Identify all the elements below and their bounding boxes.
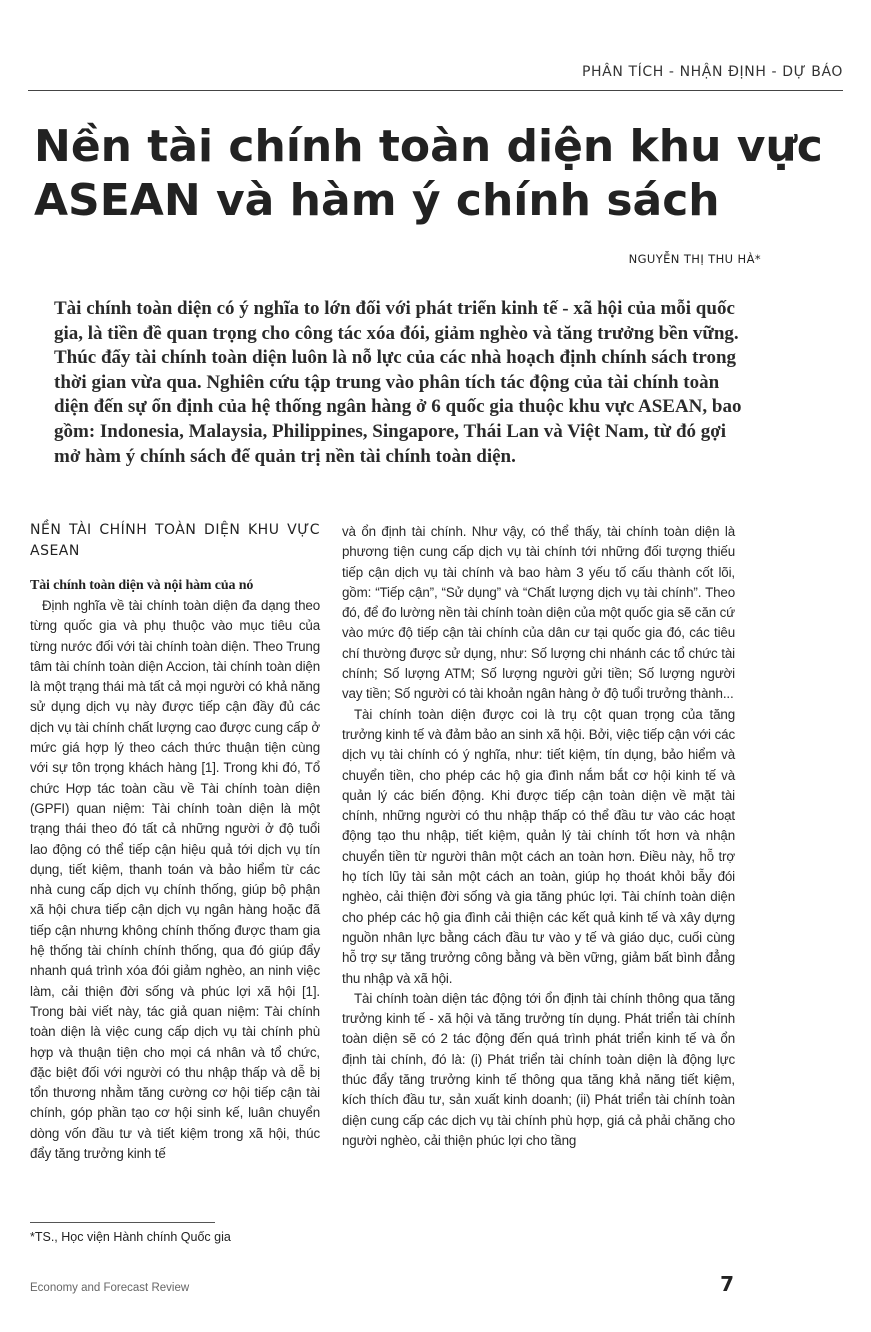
footnote: *TS., Học viện Hành chính Quốc gia (30, 1230, 231, 1244)
page-number: 7 (720, 1272, 734, 1296)
right-column (342, 522, 735, 1151)
body-paragraph: và ổn định tài chính. Như vậy, có thể thấy, tài chính toàn diện là phương tiện cung cấp dịch vụ tài chính tới những đối tượng thiếu tiếp cận dịch vụ tài chính và bao hàm 3 yếu tố cấu thành cốt lõi, gồm: “Tiếp cận”, “Sử dụng” và “Chất lượng dịch vụ tài chính”. Theo đó, để đo lường nền tài chính toàn diện của một quốc gia sẽ căn cứ vào mức độ tiếp cận tài chính của dân cư tại quốc gia đó, các tiêu chí thường được sử dụng, như: Số lượng chi nhánh các tổ chức tài chính; Số lượng ATM; Số lượng người gửi tiền; Số lượng người vay tiền; Số người có tài khoản ngân hàng ở độ tuổi trưởng thành... (342, 524, 735, 702)
article-title: Nền tài chính toàn diện khu vực ASEAN và hàm ý chính sách (34, 121, 823, 226)
body-paragraph: Tài chính toàn diện tác động tới ổn định tài chính thông qua tăng trưởng kinh tế - xã hội và tăng trưởng tín dụng. Phát triển tài chính toàn diện sẽ có 2 tác động đến quá trình phát triển kinh tế và ổn định tài chính, đó là: (i) Phát triển tài chính toàn diện là động lực thúc đẩy tăng trưởng kinh tế thông qua tăng khả năng tiết kiệm, kích thích đầu tư, sản xuất kinh doanh; (ii) Phát triển tài chính toàn diện cung cấp các dịch vụ tài chính phù hợp, giá cả phải chăng cho người nghèo, cải thiện phúc lợi cho tầng (342, 990, 735, 1148)
abstract: Tài chính toàn diện có ý nghĩa to lớn đối với phát triển kinh tế - xã hội của mỗi quốc gia, là tiền đề quan trọng cho công tác xóa đói, giảm nghèo và tăng trưởng bền vững. Thúc đẩy tài chính toàn diện luôn là nỗ lực của các nhà hoạch định chính sách trong thời gian vừa qua. Nghiên cứu tập trung vào phân tích tác động của tài chính toàn diện đến sự ổn định của hệ thống ngân hàng ở 6 quốc gia thuộc khu vực ASEAN, bao gồm: Indonesia, Malaysia, Philippines, Singapore, Thái Lan và Việt Nam, từ đó gợi mở hàm ý chính sách để quản trị nền tài chính toàn diện. (54, 298, 742, 467)
body-paragraph: Định nghĩa về tài chính toàn diện đa dạng theo từng quốc gia và phụ thuộc vào mục tiêu của từng nước đối với tài chính toàn diện. Theo Trung tâm tài chính toàn diện Accion, tài chính toàn diện là một trạng thái mà tất cả mọi người có khả năng sử dụng dịch vụ này được tiếp cận đầy đủ các dịch vụ tài chính chất lượng cao được cung cấp ở mức giá hợp lý theo cách thức thuận tiện cùng với sự tôn trọng khách hàng [1]. Trong khi đó, Tổ chức Hợp tác toàn cầu về Tài chính toàn diện (GPFI) quan niệm: Tài chính toàn diện là một trạng thái theo đó tất cả những người ở độ tuổi lao động có thể tiếp cận hiệu quả tới dịch vụ tín dụng, tiết kiệm, thanh toán và bảo hiểm từ các nhà cung cấp dịch vụ chính thống, giúp bộ phận xã hội chưa tiếp cận dịch vụ ngân hàng hoặc đã tiếp cận nhưng không chính thống được tham gia hệ thống tài chính chính thống, qua đó giúp đẩy nhanh quá trình xóa đói giảm nghèo, an ninh việc làm, cải thiện đời sống và phúc lợi xã hội [1]. Trong bài viết này, tác giả quan niệm: Tài chính toàn diện là việc cung cấp dịch vụ tài chính phù hợp và thuận tiện cho mọi cá nhân và tổ chức, đặc biệt đối với người có thu nhập thấp và dễ bị tổn thương nhằm tăng cường cơ hội tiếp cận tài chính, góp phần tạo cơ hội sinh kế, luân chuyển dòng vốn đầu tư và tiết kiệm trong xã hội, thúc đẩy tăng trưởng kinh tế (30, 598, 320, 1162)
footnote-rule (30, 1222, 215, 1223)
body-paragraph: Tài chính toàn diện được coi là trụ cột quan trọng của tăng trưởng kinh tế và đảm bảo an sinh xã hội. Bởi, việc tiếp cận với các dịch vụ tài chính có ý nghĩa, như: tiết kiệm, tín dụng, bảo hiểm và chuyển tiền, cho phép các hộ gia đình nắm bắt cơ hội kinh tế và quản lý các biến động. Khi được tiếp cận toàn diện về mặt tài chính, những người có thu nhập thấp có thể đầu tư vào các hoạt động tạo thu nhập, tiết kiệm, quản lý tài chính tốt hơn và nhận chuyển tiền từ người thân một cách an toàn hơn. Điều này, hỗ trợ họ tích lũy tài sản một cách an toàn, giúp họ thoát khỏi bẫy đói nghèo, cải thiện đời sống và gia tăng phúc lợi. Tài chính toàn diện cho phép các hộ gia đình cải thiện các kết quả kinh tế và xây dựng nguồn nhân lực bằng cách đầu tư vào y tế và giáo dục, cuối cùng hỗ trợ sự tăng trưởng công bằng và bền vững, giảm bất bình đẳng thu nhập và xã hội. (342, 706, 735, 986)
subheading: Tài chính toàn diện và nội hàm của nó (30, 578, 254, 593)
section-header: PHÂN TÍCH - NHẬN ĐỊNH - DỰ BÁO (581, 64, 843, 80)
journal-name: Economy and Forecast Review (30, 1282, 190, 1294)
section-title: NỀN TÀI CHÍNH TOÀN DIỆN KHU VỰC ASEAN (30, 522, 320, 559)
author-name: NGUYỄN THỊ THU HÀ* (628, 252, 761, 266)
header-rule (28, 90, 843, 91)
left-column (30, 520, 320, 1164)
